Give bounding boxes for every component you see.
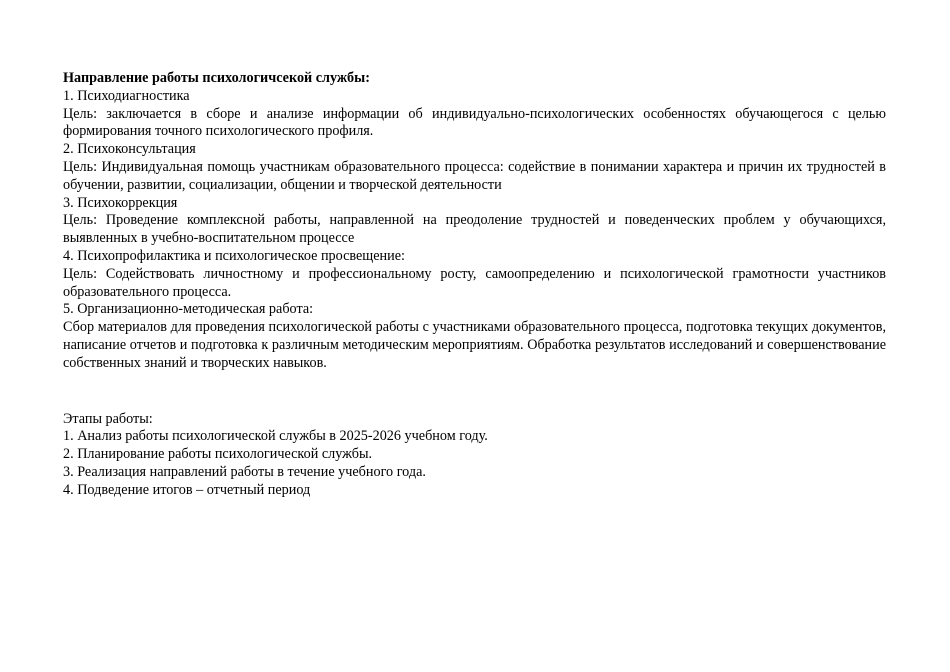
- stage-item: 3. Реализация направлений работы в течение учебного года.: [63, 463, 426, 480]
- direction-title: 3. Психокоррекция: [63, 194, 178, 211]
- direction-title: 1. Психодиагностика: [63, 87, 190, 104]
- direction-psychodiagnostics: [63, 88, 886, 141]
- direction-title: 2. Психоконсультация: [63, 141, 196, 158]
- direction-psychoprophylaxis: [63, 248, 886, 301]
- document-page: [63, 70, 886, 500]
- direction-title: 5. Организационно-методическая работа:: [63, 301, 314, 318]
- direction-goal: Цель: Содействовать личностному и профессиональному росту, самоопределению и психологической грамотности участников образовательного процесса.: [63, 265, 886, 300]
- stages-section: [63, 411, 886, 500]
- direction-goal: Сбор материалов для проведения психологической работы с участниками образовательного процесса, подготовка текущих документов, написание отчетов и подготовка к различным методическим мероприятиям. Обработка результатов исследований и совершенствование собственных знаний и творческих навыков.: [63, 319, 886, 371]
- spacer: [63, 373, 886, 411]
- direction-goal: Цель: Индивидуальная помощь участникам образовательного процесса: содействие в понимании характера и причин их трудностей в обучении, развитии, социализации, общении и творческой деятельности: [63, 158, 886, 193]
- direction-organizational-methodical: [63, 301, 886, 372]
- direction-psychocorrection: [63, 195, 886, 248]
- stage-item: 2. Планирование работы психологической службы.: [63, 446, 373, 463]
- stage-item: 4. Подведение итогов – отчетный период: [63, 481, 311, 498]
- stages-title: Этапы работы:: [63, 410, 153, 427]
- direction-title: 4. Психопрофилактика и психологическое просвещение:: [63, 247, 405, 264]
- direction-goal: Цель: заключается в сборе и анализе информации об индивидуально-психологических особенностях обучающегося с целью формирования точного психологического профиля.: [63, 105, 886, 140]
- direction-psychoconsultation: [63, 141, 886, 194]
- stage-item: 1. Анализ работы психологической службы в 2025-2026 учебном году.: [63, 428, 488, 445]
- section-heading: Направление работы психологичсекой службы:: [63, 70, 370, 86]
- direction-goal: Цель: Проведение комплексной работы, направленной на преодоление трудностей и поведенческих проблем у обучающихся, выявленных в учебно-воспитательном процессе: [63, 212, 886, 247]
